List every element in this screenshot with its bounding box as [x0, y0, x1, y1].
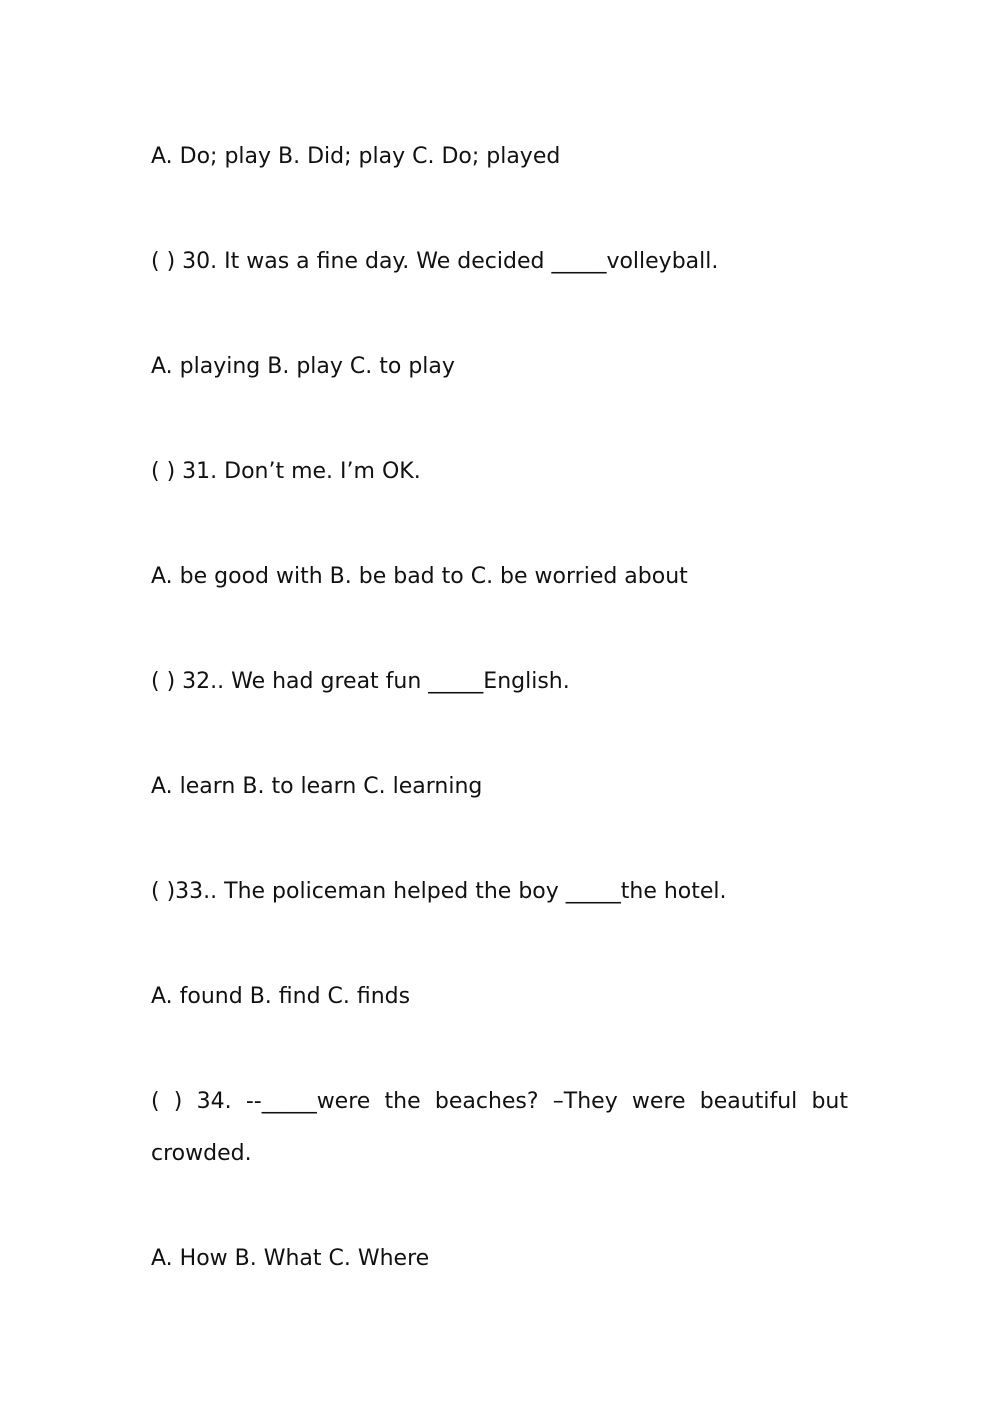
answer-options-31: A. be good with B. be bad to C. be worried about — [151, 564, 688, 589]
question-34-line-1: ( ) 34. --_____were the beaches? –They were beautiful but — [151, 1089, 848, 1114]
question-34-line-2: crowded. — [151, 1141, 252, 1166]
answer-options-33: A. found B. find C. finds — [151, 984, 411, 1009]
question-32: ( ) 32.. We had great fun _____English. — [151, 669, 570, 694]
question-30: ( ) 30. It was a fine day. We decided _____volleyball. — [151, 249, 719, 274]
answer-options-32: A. learn B. to learn C. learning — [151, 774, 483, 799]
question-31: ( ) 31. Don’t me. I’m OK. — [151, 459, 421, 484]
answer-options-29: A. Do; play B. Did; play C. Do; played — [151, 144, 561, 169]
answer-options-30: A. playing B. play C. to play — [151, 354, 455, 379]
answer-options-34: A. How B. What C. Where — [151, 1246, 430, 1271]
question-33: ( )33.. The policeman helped the boy _____the hotel. — [151, 879, 727, 904]
